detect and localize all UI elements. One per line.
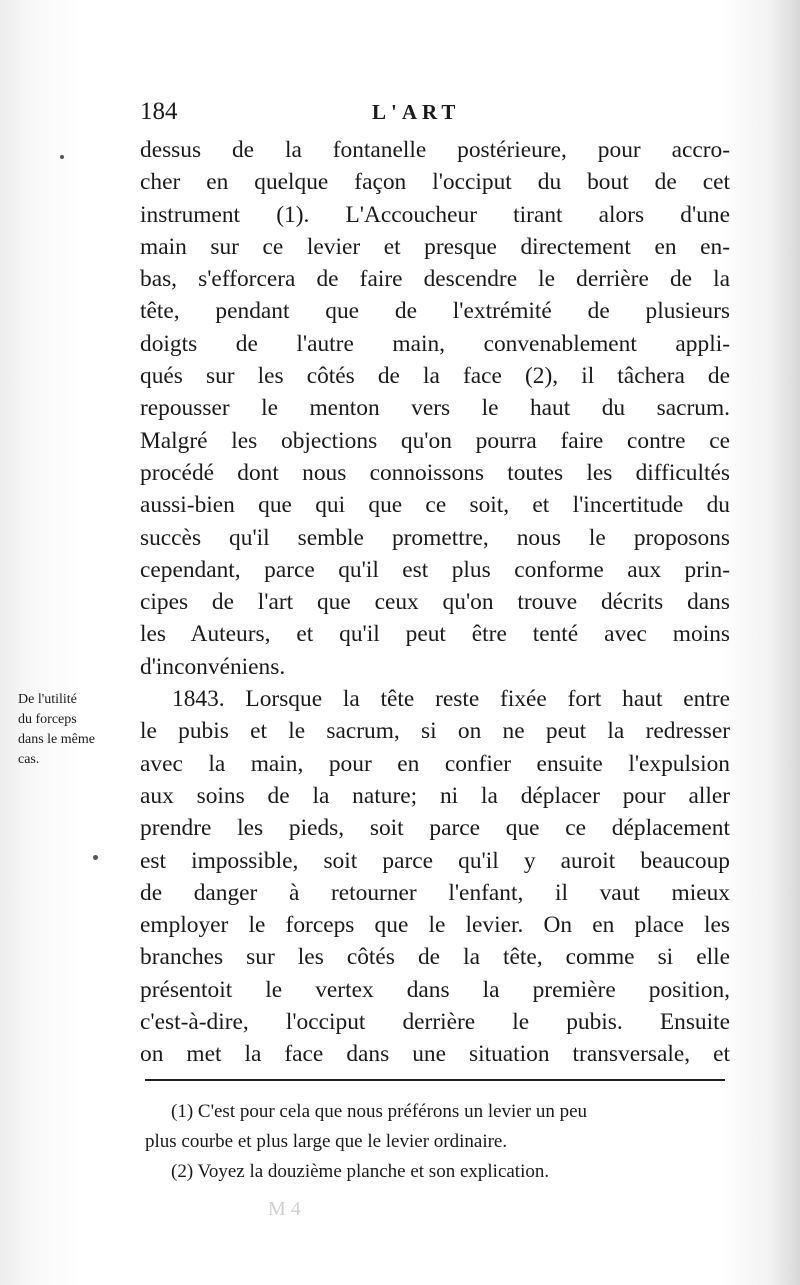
margin-note-line: cas.	[18, 752, 40, 767]
text-line: prendre les pieds, soit parce que ce déplacement	[140, 815, 730, 842]
text-line: on met la face dans une situation transversale, et	[140, 1041, 730, 1068]
text-line: branches sur les côtés de la tête, comme si elle	[140, 944, 730, 971]
text-line: cher en quelque façon l'occiput du bout de cet	[140, 169, 730, 196]
text-line: le pubis et le sacrum, si on ne peut la redresser	[140, 718, 730, 745]
text-line: main sur ce levier et presque directement en en-	[140, 233, 730, 260]
text-line: cipes de l'art que ceux qu'on trouve décrits dans	[140, 589, 730, 616]
text-line: tête, pendant que de l'extrémité de plusieurs	[140, 298, 730, 325]
footnotes	[145, 1097, 735, 1187]
text-line: avec la main, pour en confier ensuite l'expulsion	[140, 750, 730, 777]
margin-note-line: du forceps	[18, 712, 77, 727]
paragraph-start-line: 1843. Lorsque la tête reste fixée fort haut entre	[172, 686, 730, 713]
text-line: succès qu'il semble promettre, nous le proposons	[140, 524, 730, 551]
margin-note	[18, 690, 133, 770]
text-line: repousser le menton vers le haut du sacrum.	[140, 395, 730, 422]
text-line: de danger à retourner l'enfant, il vaut mieux	[140, 879, 730, 906]
text-line: c'est-à-dire, l'occiput derrière le pubis. Ensuite	[140, 1009, 730, 1036]
page-number: 184	[140, 98, 178, 125]
text-line: cependant, parce qu'il est plus conforme aux prin-	[140, 556, 730, 583]
printer-signature: M 4	[268, 1198, 301, 1220]
text-line: les Auteurs, et qu'il peut être tenté avec moins	[140, 621, 730, 648]
running-head	[140, 98, 730, 128]
ink-speck	[93, 855, 98, 860]
footnote-rule	[145, 1079, 725, 1081]
text-line: doigts de l'autre main, convenablement appli-	[140, 330, 730, 357]
text-line: est impossible, soit parce qu'il y auroit beaucoup	[140, 847, 730, 874]
text-line: bas, s'efforcera de faire descendre le derrière de la	[140, 266, 730, 293]
text-line: instrument (1). L'Accoucheur tirant alors d'une	[140, 201, 730, 228]
text-line: Malgré les objections qu'on pourra faire contre ce	[140, 427, 730, 454]
text-line: aux soins de la nature; ni la déplacer pour aller	[140, 782, 730, 809]
text-line: qués sur les côtés de la face (2), il tâchera de	[140, 363, 730, 390]
ink-speck	[60, 155, 64, 159]
footnote-line: (2) Voyez la douzième planche et son explication.	[171, 1161, 550, 1182]
text-line: d'inconvéniens.	[140, 653, 286, 680]
margin-note-line: De l'utilité	[18, 692, 77, 707]
text-line: présentoit le vertex dans la première position,	[140, 976, 730, 1003]
footnote-line: (1) C'est pour cela que nous préférons un levier un peu	[171, 1101, 588, 1122]
margin-note-line: dans le même	[18, 732, 95, 747]
text-line: employer le forceps que le levier. On en place les	[140, 912, 730, 939]
footnote-line: plus courbe et plus large que le levier ordinaire.	[145, 1131, 508, 1152]
body-text	[140, 134, 730, 1071]
text-line: procédé dont nous connoissons toutes les difficultés	[140, 459, 730, 486]
text-line: dessus de la fontanelle postérieure, pour accro-	[140, 137, 730, 163]
text-line: aussi-bien que qui que ce soit, et l'incertitude du	[140, 492, 730, 519]
running-title: L'ART	[372, 100, 461, 124]
